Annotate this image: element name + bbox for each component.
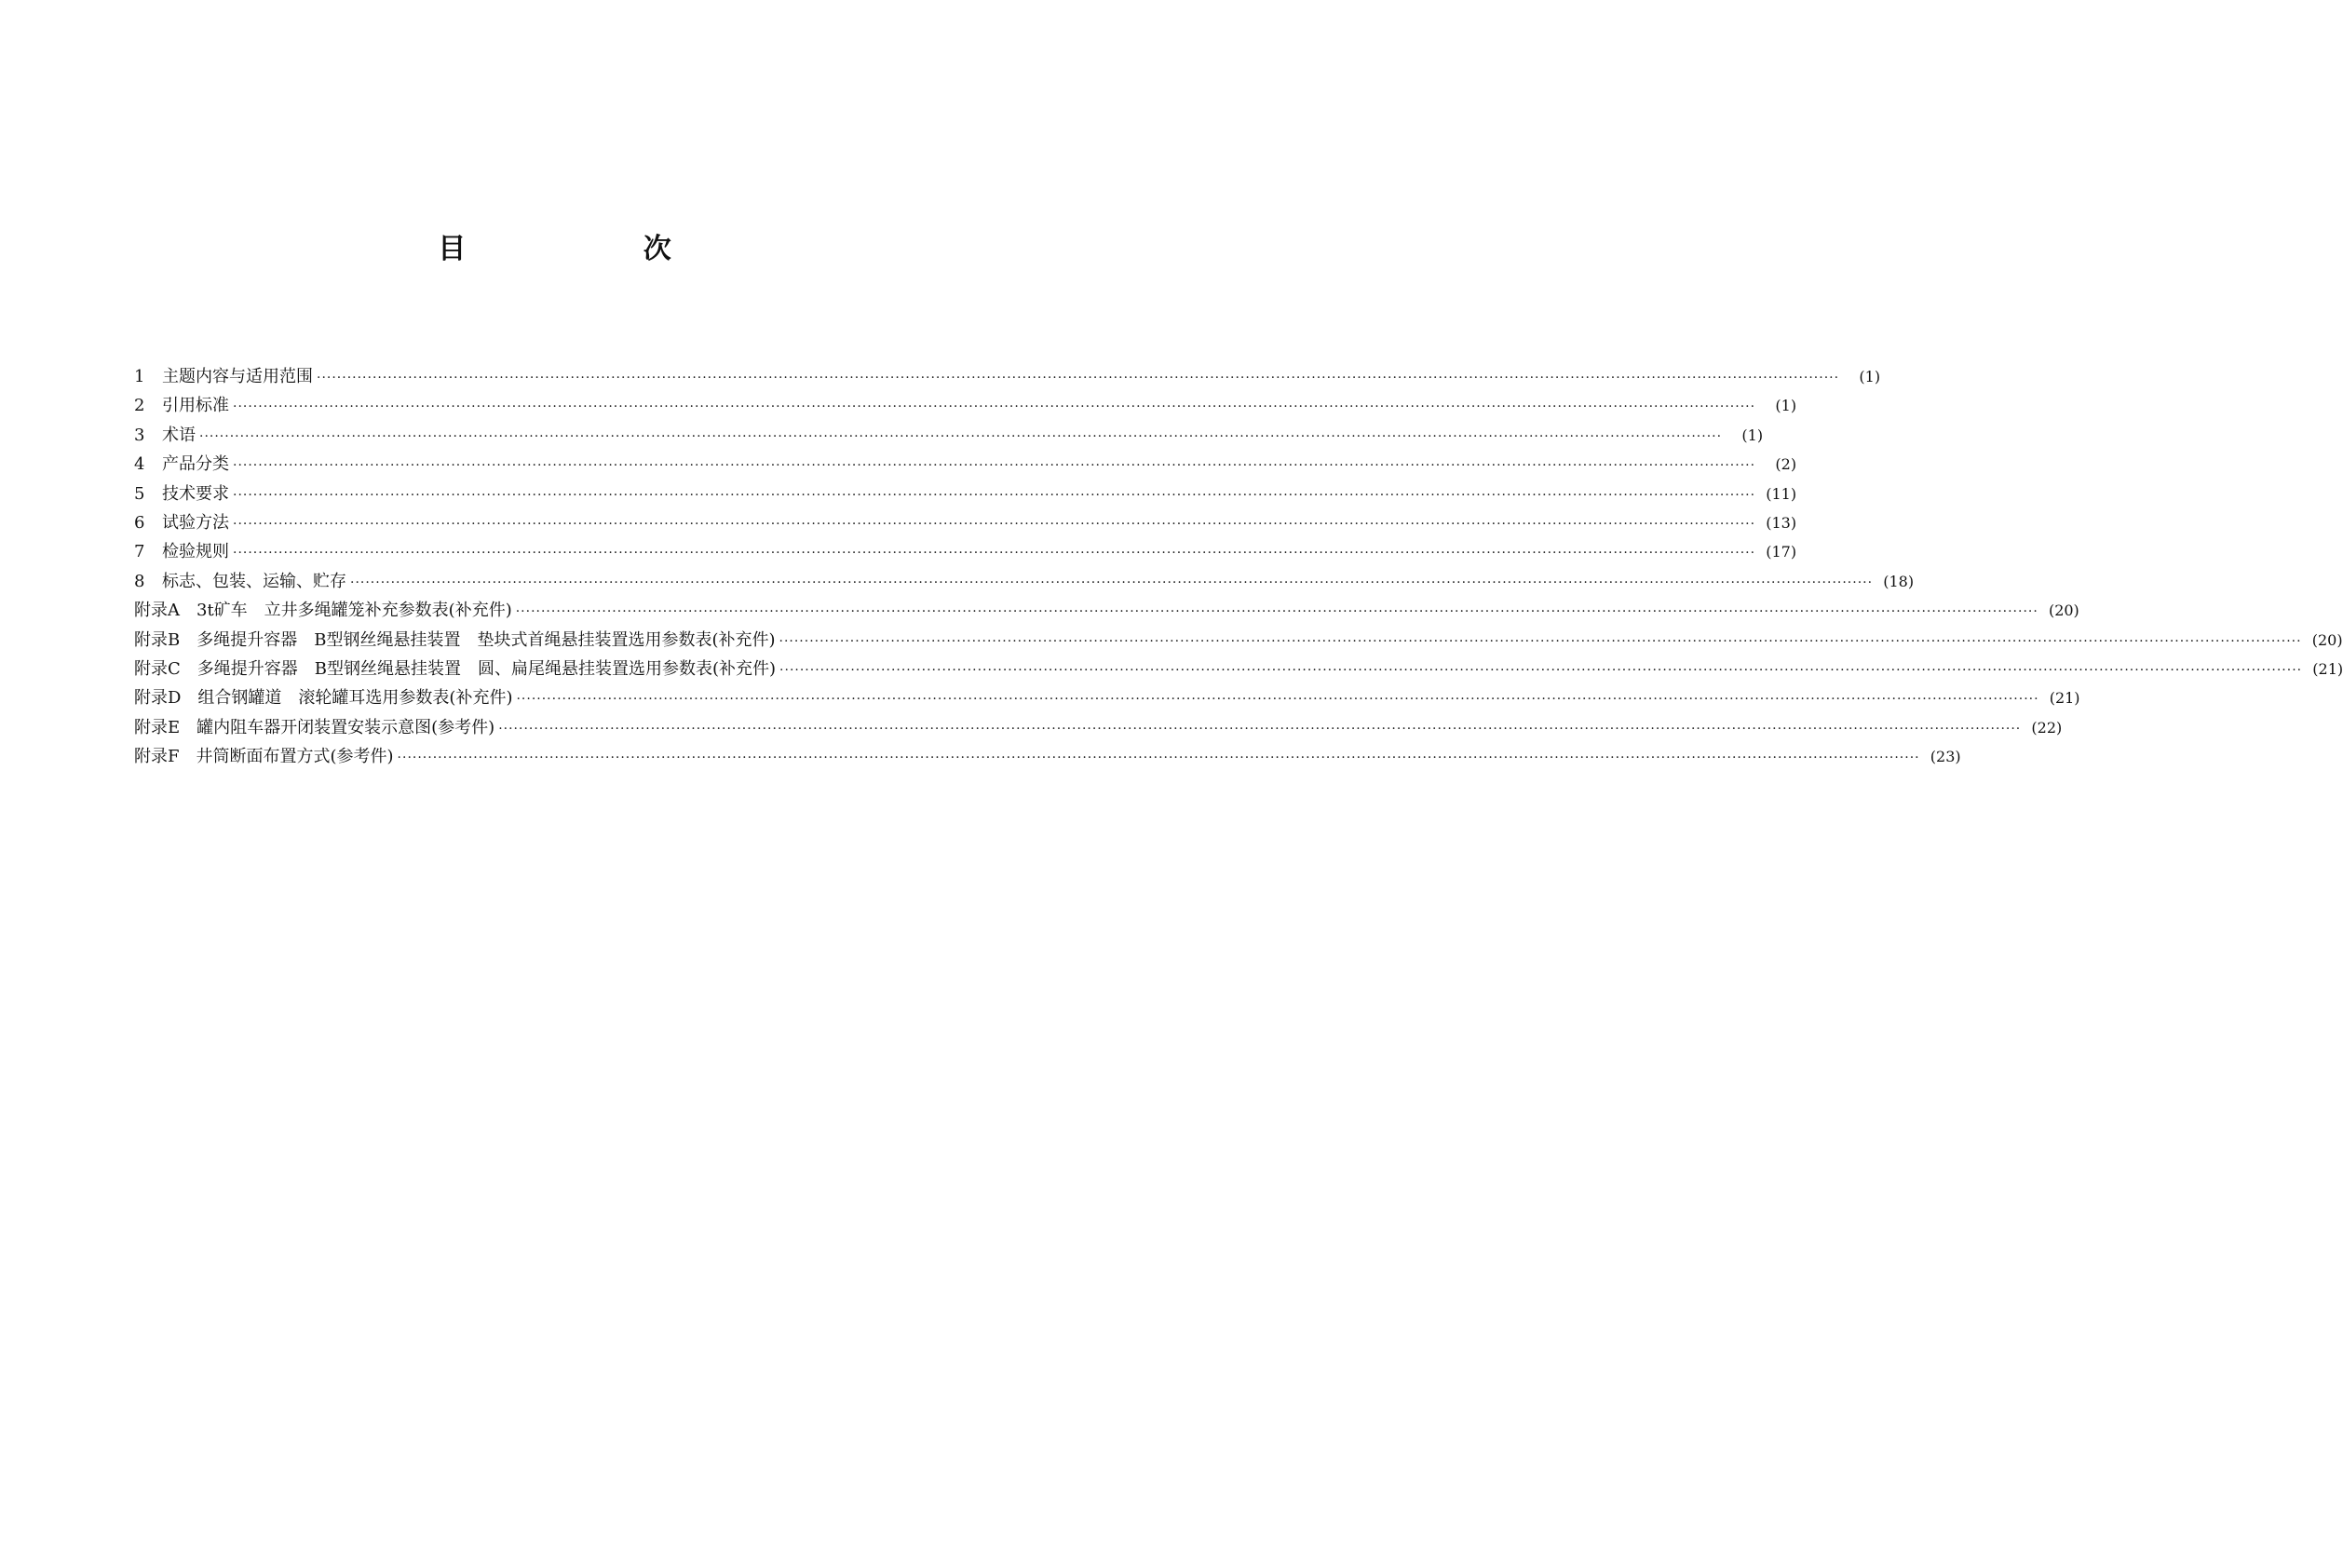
toc-entry-page: (20) xyxy=(2048,602,2079,620)
toc-entry[interactable] xyxy=(134,567,1915,596)
toc-entry-label: 附录F 井筒断面布置方式(参考件) xyxy=(134,747,394,767)
toc-entry-label: 试验方法 xyxy=(162,512,229,533)
toc-leader-dots: ············································································································································································································································································································ xyxy=(779,633,2302,649)
toc-leader-dots: ············································································································································································································································································································ xyxy=(233,399,1756,415)
toc-leader-dots: ············································································································································································································································································································ xyxy=(779,662,2303,678)
page-title: 目 次 xyxy=(438,233,755,265)
toc-entry[interactable] xyxy=(134,683,2080,712)
toc-entry-page: (1) xyxy=(1775,397,1797,415)
toc-entry-page: (23) xyxy=(1930,748,1961,766)
toc-entry-page: (11) xyxy=(1766,484,1797,503)
toc-entry-number: 7 xyxy=(134,542,145,562)
toc-entry-page: (18) xyxy=(1883,572,1915,590)
toc-entry-label: 标志、包装、运输、贮存 xyxy=(162,571,346,591)
toc-entry-label: 附录E 罐内阻车器开闭装置安装示意图(参考件) xyxy=(134,717,495,737)
toc-entry[interactable] xyxy=(134,508,1797,537)
toc-entry-label: 主题内容与适用范围 xyxy=(162,367,313,386)
toc-entry-page: (2) xyxy=(1775,455,1797,474)
toc-leader-dots: ············································································································································································································································································································ xyxy=(397,750,1920,766)
toc-entry-label: 附录C 多绳提升容器 B型钢丝绳悬挂装置 圆、扁尾绳悬挂装置选用参数表(补充件) xyxy=(134,658,777,679)
toc-entry-page: (13) xyxy=(1766,513,1797,532)
toc-entry-page: (17) xyxy=(1766,543,1797,561)
toc-entry-page: (1) xyxy=(1741,426,1764,444)
table-of-contents xyxy=(134,362,2343,771)
toc-entry-number: 4 xyxy=(134,454,145,475)
toc-entry-page: (20) xyxy=(2311,630,2343,649)
toc-leader-dots: ············································································································································································································································································································ xyxy=(498,721,2022,737)
toc-entry[interactable] xyxy=(134,626,2343,655)
toc-entry-page: (21) xyxy=(2312,659,2343,678)
toc-leader-dots: ············································································································································································································································································································ xyxy=(317,371,1840,385)
toc-entry-number: 5 xyxy=(134,483,145,504)
toc-leader-dots: ············································································································································································································································································································ xyxy=(350,574,1874,590)
toc-leader-dots: ············································································································································································································································································································ xyxy=(515,604,2038,620)
toc-entry[interactable] xyxy=(134,596,2079,625)
toc-entry-label: 检验规则 xyxy=(162,542,229,562)
toc-leader-dots: ············································································································································································································································································································ xyxy=(233,546,1756,561)
toc-entry[interactable] xyxy=(134,362,1881,391)
toc-entry[interactable] xyxy=(134,537,1797,566)
toc-entry[interactable] xyxy=(134,480,1797,508)
toc-entry-page: (1) xyxy=(1859,368,1881,385)
toc-entry-label: 术语 xyxy=(162,425,196,445)
toc-entry-label: 附录B 多绳提升容器 B型钢丝绳悬挂装置 垫块式首绳悬挂装置选用参数表(补充件) xyxy=(134,629,776,650)
toc-entry[interactable] xyxy=(134,421,1764,450)
toc-entry[interactable] xyxy=(134,655,2343,683)
toc-entry-label: 引用标准 xyxy=(162,396,229,416)
toc-entry[interactable] xyxy=(134,391,1797,420)
toc-leader-dots: ············································································································································································································································································································ xyxy=(233,516,1756,532)
toc-entry[interactable] xyxy=(134,713,2063,742)
toc-leader-dots: ············································································································································································································································································································ xyxy=(233,487,1756,503)
toc-entry-page: (22) xyxy=(2031,718,2063,737)
toc-entry-page: (21) xyxy=(2049,689,2080,708)
toc-entry-number: 8 xyxy=(134,571,145,591)
toc-entry-number: 3 xyxy=(134,425,145,445)
toc-leader-dots: ············································································································································································································································································································ xyxy=(233,458,1756,474)
toc-entry[interactable] xyxy=(134,742,1961,771)
toc-leader-dots: ············································································································································································································································································································ xyxy=(516,692,2039,708)
toc-entry-number: 2 xyxy=(134,396,145,416)
toc-entry-label: 附录A 3t矿车 立井多绳罐笼补充参数表(补充件) xyxy=(134,601,512,621)
toc-entry-label: 产品分类 xyxy=(162,454,229,475)
toc-leader-dots: ············································································································································································································································································································ xyxy=(199,428,1723,444)
toc-entry-label: 附录D 组合钢罐道 滚轮罐耳选用参数表(补充件) xyxy=(134,688,513,709)
toc-entry[interactable] xyxy=(134,450,1797,479)
toc-entry-number: 6 xyxy=(134,512,145,533)
toc-entry-label: 技术要求 xyxy=(162,483,229,504)
toc-entry-number: 1 xyxy=(134,367,145,386)
